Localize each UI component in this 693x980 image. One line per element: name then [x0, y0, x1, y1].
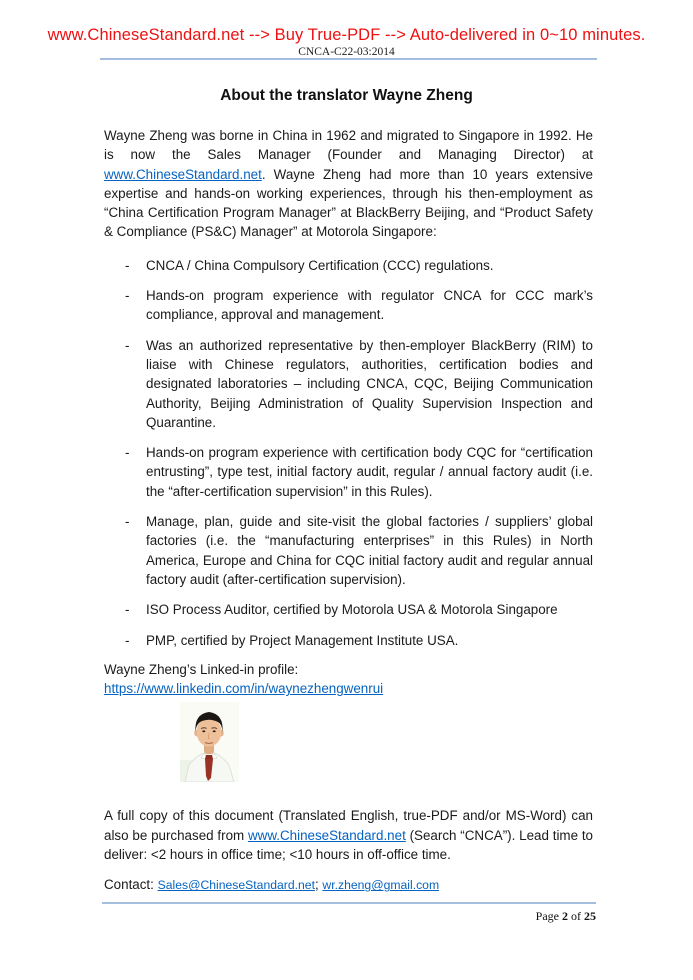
- dash-bullet: -: [125, 445, 130, 461]
- of-word: of: [571, 909, 581, 923]
- list-item: [104, 600, 593, 619]
- contact-label: Contact:: [104, 877, 158, 893]
- list-item-text: CNCA / China Compulsory Certification (CCC) regulations.: [146, 257, 494, 273]
- list-item-text: PMP, certified by Project Management Institute USA.: [146, 632, 459, 648]
- contact-line: [104, 875, 593, 895]
- list-item: [104, 512, 593, 589]
- dash-bullet: -: [125, 288, 130, 304]
- page-number: [102, 909, 596, 924]
- portrait-photo-image: [180, 702, 239, 782]
- list-item: [104, 286, 593, 325]
- page-word: Page: [535, 909, 559, 923]
- dash-bullet: -: [125, 257, 130, 273]
- page-total: 25: [584, 909, 596, 923]
- page-title: About the translator Wayne Zheng: [220, 87, 473, 104]
- page-current: 2: [562, 909, 568, 923]
- intro-text-before: Wayne Zheng was borne in China in 1962 and migrated to Singapore in 1992. He is now the Sales Manager (Founder and Managing Director) at: [104, 128, 593, 163]
- contact-separator: ;: [314, 877, 323, 893]
- purchase-text-after: (Search “CNCA”). Lead time to deliver: <2 hours in office time; <10 hours in off-office time.: [104, 827, 593, 863]
- list-item-text: ISO Process Auditor, certified by Motorola USA & Motorola Singapore: [146, 602, 558, 618]
- translator-photo: [180, 702, 239, 782]
- dash-bullet: -: [125, 632, 130, 648]
- list-item-text: Hands-on program experience with certification body CQC for “certification entrusting”, type test, initial factory audit, regular / annual factory audit (i.e. the “after-certification supervision” in this Rules).: [146, 445, 593, 499]
- header-divider: [100, 58, 597, 60]
- footer-divider: [102, 902, 596, 924]
- list-item-text: Manage, plan, guide and site-visit the global factories / suppliers’ global factories (i.e. the “manufacturing enterprises” in this Rules) in North America, Europe and China for CQC initial factory audit and regular annual factory audit (after-certification supervision).: [146, 514, 593, 587]
- linkedin-section: [104, 660, 593, 699]
- standard-reference: CNCA-C22-03:2014: [298, 46, 395, 58]
- sales-email-link[interactable]: Sales@ChineseStandard.net: [157, 878, 315, 893]
- intro-text-after: . Wayne Zheng had more than 10 years extensive expertise and hands-on working experiences, through his then-employment as “China Certification Program Manager” at BlackBerry Beijing, and “Product Safety & Compliance (PS&C) Manager” at Motorola Singapore:: [104, 166, 593, 240]
- list-item: [104, 443, 593, 501]
- linkedin-label: Wayne Zheng’s Linked-in profile:: [104, 661, 299, 677]
- intro-paragraph: [104, 126, 593, 242]
- list-item: [104, 336, 593, 432]
- purchase-text-before: A full copy of this document (Translated English, true-PDF and/or MS-Word) can also be purchased from: [104, 808, 593, 843]
- linkedin-profile-link[interactable]: https://www.linkedin.com/in/waynezhengwenrui: [104, 681, 384, 697]
- experience-list: [104, 256, 593, 650]
- list-item-text: Was an authorized representative by then-employer BlackBerry (RIM) to liaise with Chinese regulators, authorities, certification bodies and designated laboratories – including CNCA, CQC, Beijing Communication Authority, Beijing Administration of Quality Supervision Inspection and Quarantine.: [146, 337, 593, 430]
- list-item-text: Hands-on program experience with regulator CNCA for CCC mark’s compliance, approval and management.: [146, 288, 593, 323]
- list-item: [104, 631, 593, 650]
- list-item: [104, 256, 593, 275]
- chinesestandard-link[interactable]: www.ChineseStandard.net: [247, 827, 406, 843]
- personal-email-link[interactable]: wr.zheng@gmail.com: [322, 878, 440, 893]
- buy-pdf-banner: www.ChineseStandard.net --> Buy True-PDF --> Auto-delivered in 0~10 minutes.: [47, 26, 646, 44]
- chinesestandard-link[interactable]: www.ChineseStandard.net: [104, 166, 262, 182]
- purchase-paragraph: [104, 806, 593, 864]
- dash-bullet: -: [125, 337, 130, 353]
- dash-bullet: -: [125, 602, 130, 618]
- dash-bullet: -: [125, 514, 130, 530]
- page-content: [0, 126, 693, 896]
